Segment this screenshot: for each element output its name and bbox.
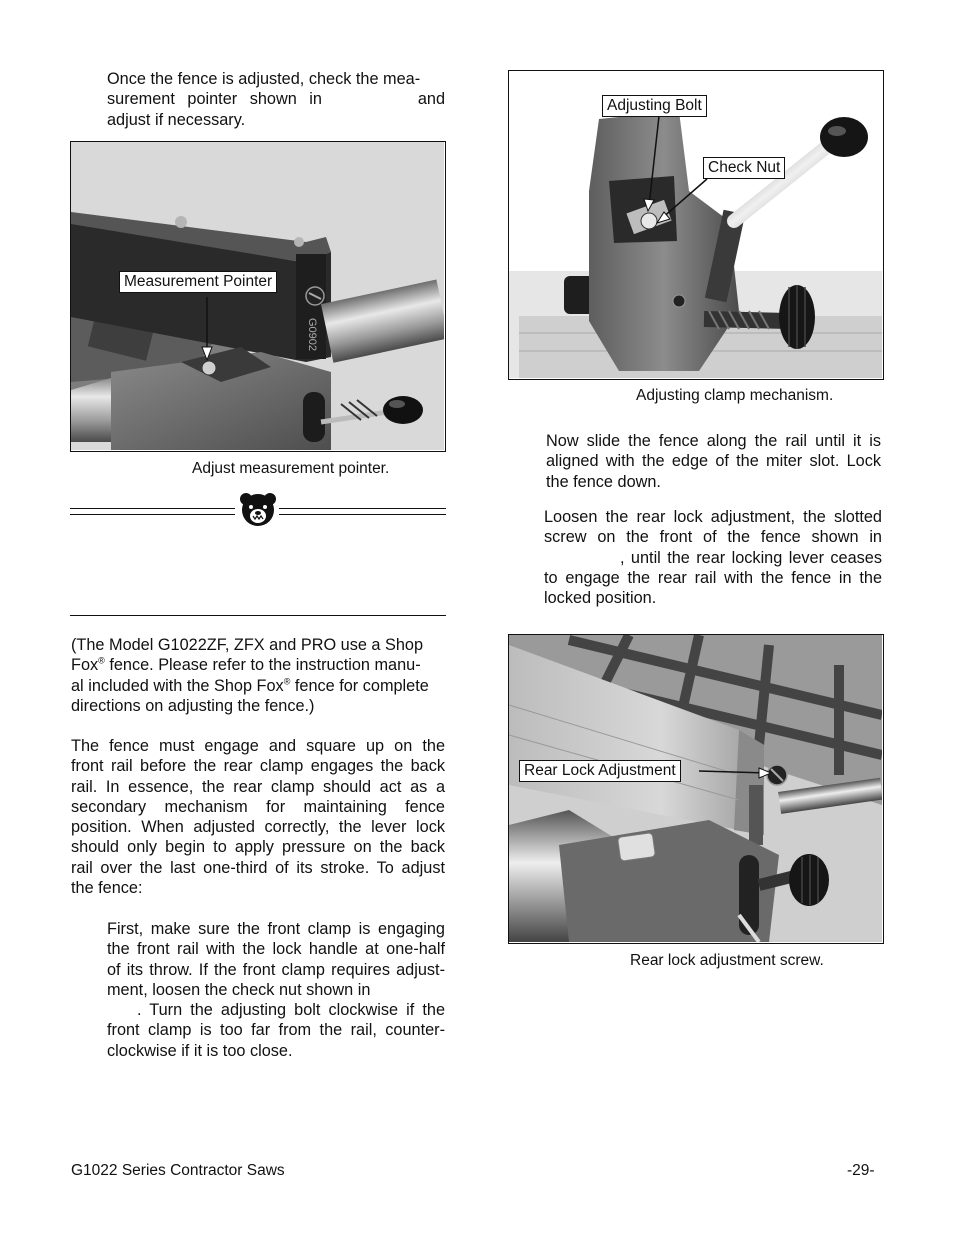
footer-page-number: -29- bbox=[847, 1162, 875, 1179]
first-step-line: First, make sure the front clamp is engaging bbox=[107, 920, 445, 938]
footer-title: G1022 Series Contractor Saws bbox=[71, 1162, 285, 1179]
measurement-pointer-callout: Measurement Pointer bbox=[119, 271, 277, 293]
shopfox-note-text: fence. Please refer to the instruction manu- bbox=[104, 656, 421, 675]
rear-step-line: Loosen the rear lock adjustment, the slotted bbox=[544, 508, 882, 526]
engage-line: the fence: bbox=[71, 879, 143, 898]
rear-lock-callout: Rear Lock Adjustment bbox=[519, 760, 681, 782]
pointer-markings: G0902 bbox=[306, 318, 318, 352]
intro-step-line-part: and bbox=[417, 90, 445, 109]
slide-step-text bbox=[546, 431, 881, 492]
intro-step-line: adjust if necessary. bbox=[107, 110, 246, 129]
first-step-line: . Turn the adjusting bolt clockwise if the bbox=[137, 1001, 445, 1020]
intro-step-line-part: surement pointer shown in bbox=[107, 90, 322, 109]
slide-step-line: Now slide the fence along the rail until it is bbox=[546, 432, 881, 450]
divider-rule-left bbox=[70, 514, 235, 515]
measurement-pointer-illustration bbox=[71, 142, 444, 450]
shopfox-note-text: al included with the Shop Fox bbox=[71, 676, 284, 695]
shopfox-note-line bbox=[71, 676, 445, 696]
rear-lock-illustration bbox=[509, 635, 882, 942]
engage-line: rail. In essence, the rear clamp should act as a bbox=[71, 777, 445, 796]
first-step-text bbox=[107, 919, 445, 1061]
section-heading-rule bbox=[70, 615, 446, 616]
shopfox-note-line bbox=[71, 655, 445, 675]
first-step-line: front clamp is too far from the rail, counter- bbox=[107, 1021, 445, 1040]
section-divider bbox=[70, 503, 446, 529]
rear-step-line: , until the rear locking lever ceases bbox=[620, 548, 882, 567]
adjusting-bolt-callout: Adjusting Bolt bbox=[602, 95, 707, 117]
divider-rule-right bbox=[279, 508, 446, 509]
shopfox-note-text: fence for complete bbox=[290, 676, 429, 695]
engage-line: position. When adjusted correctly, the lever lock bbox=[71, 818, 445, 837]
registered-mark: ® bbox=[283, 676, 291, 687]
intro-step-line: Once the fence is adjusted, check the mea- bbox=[107, 70, 421, 88]
rear-step-line: locked position. bbox=[544, 589, 657, 608]
intro-step-text bbox=[107, 69, 445, 130]
registered-mark: ® bbox=[98, 655, 105, 666]
divider-rule-left bbox=[70, 508, 235, 509]
divider-rule-right bbox=[279, 514, 446, 515]
rear-lock-caption: Rear lock adjustment screw. bbox=[630, 952, 824, 969]
rear-step-text bbox=[544, 507, 882, 608]
rear-lock-photo bbox=[508, 634, 884, 944]
engage-line: front rail before the rear clamp engages the back bbox=[71, 757, 445, 776]
rear-step-line: screw on the front of the fence shown in bbox=[544, 528, 882, 547]
slide-step-line: the fence down. bbox=[546, 472, 661, 491]
shopfox-note-line: (The Model G1022ZF, ZFX and PRO use a Shop bbox=[71, 636, 424, 654]
adjusting-clamp-illustration bbox=[509, 71, 882, 378]
first-step-line: the front rail with the lock handle at one-half bbox=[107, 940, 445, 959]
measurement-pointer-caption: Adjust measurement pointer. bbox=[192, 460, 390, 477]
rear-step-line: to engage the rear rail with the fence in the bbox=[544, 568, 882, 587]
shopfox-brand: Fox bbox=[71, 656, 99, 675]
first-step-line: clockwise if it is too close. bbox=[107, 1041, 293, 1060]
engage-line: should only begin to apply pressure on the back bbox=[71, 838, 445, 857]
engage-line: rail over the last one-third of its stroke. To adjust bbox=[71, 858, 445, 877]
shopfox-note bbox=[71, 635, 445, 716]
engage-line: The fence must engage and square up on the bbox=[71, 737, 445, 755]
shopfox-note-line: directions on adjusting the fence.) bbox=[71, 696, 315, 715]
check-nut-callout: Check Nut bbox=[703, 157, 785, 179]
intro-step-line bbox=[107, 89, 445, 109]
first-step-line: ment, loosen the check nut shown in bbox=[107, 980, 371, 999]
measurement-pointer-photo bbox=[70, 141, 446, 452]
first-step-line: of its throw. If the front clamp requires adjust- bbox=[107, 960, 445, 979]
engage-paragraph bbox=[71, 736, 445, 898]
adjusting-clamp-caption: Adjusting clamp mechanism. bbox=[636, 387, 834, 404]
slide-step-line: aligned with the edge of the miter slot. Lock bbox=[546, 452, 881, 471]
bear-logo-icon bbox=[238, 492, 278, 528]
engage-line: secondary mechanism for maintaining fence bbox=[71, 797, 445, 816]
